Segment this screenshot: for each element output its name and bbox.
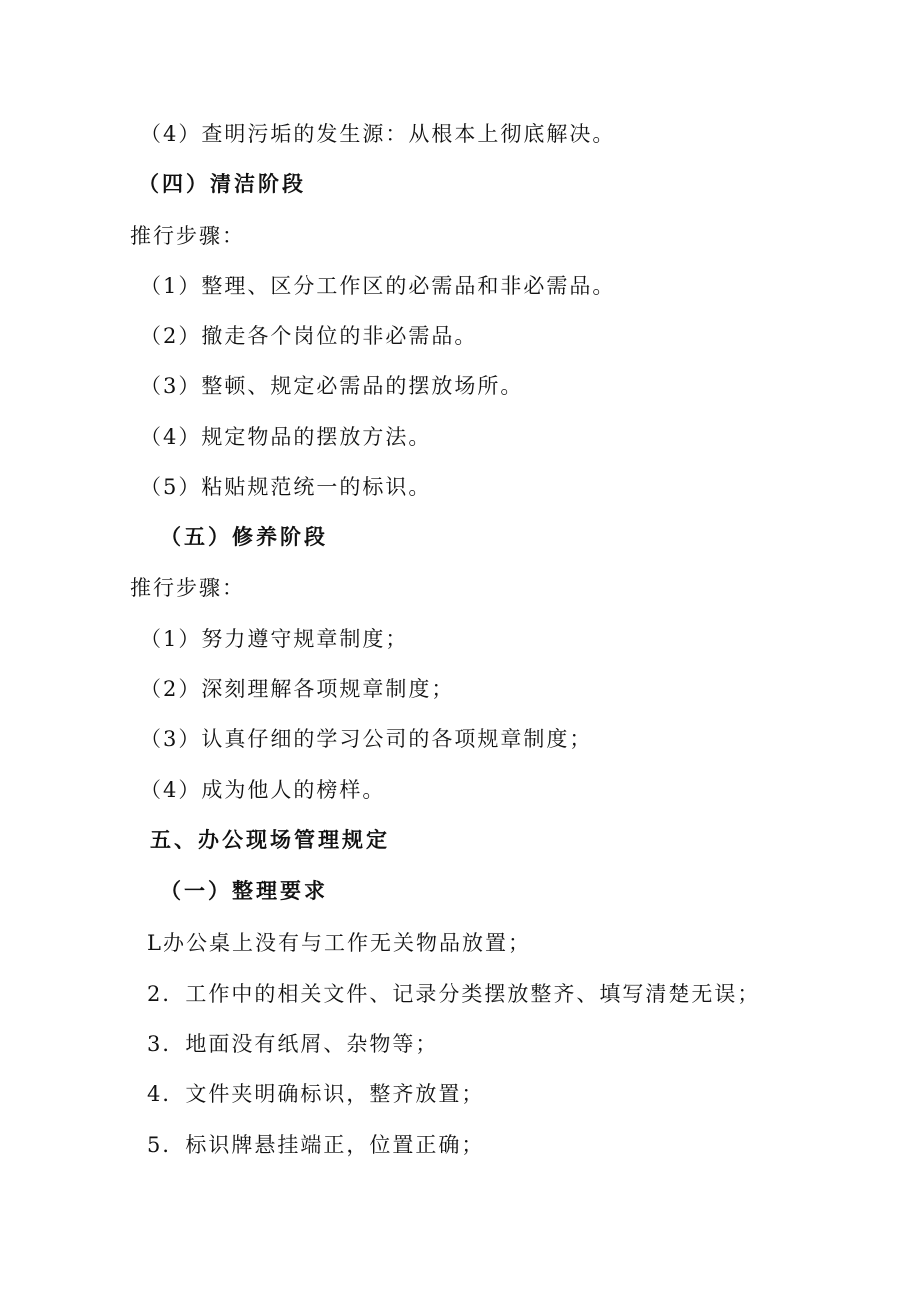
requirement-1: L办公桌上没有与工作无关物品放置； — [147, 931, 531, 955]
requirement-2: 2．工作中的相关文件、记录分类摆放整齐、填写清楚无误； — [147, 982, 761, 1006]
cultivation-step-1: （1）努力遵守规章制度； — [140, 627, 409, 651]
chapter-heading-office-management: 五、办公现场管理规定 — [150, 827, 390, 852]
requirement-3: 3．地面没有纸屑、杂物等； — [147, 1032, 439, 1056]
steps-label-2: 推行步骤： — [130, 576, 245, 600]
steps-label-1: 推行步骤： — [130, 224, 245, 248]
step-4-find-dirt-source: （4）查明污垢的发生源：从根本上彻底解决。 — [140, 122, 616, 146]
cultivation-step-3: （3）认真仔细的学习公司的各项规章制度； — [140, 727, 593, 751]
cultivation-step-2: （2）深刻理解各项规章制度； — [140, 677, 455, 701]
cultivation-step-4: （4）成为他人的榜样。 — [140, 778, 386, 802]
cleaning-step-2: （2）撤走各个岗位的非必需品。 — [140, 324, 478, 348]
requirement-4: 4．文件夹明确标识，整齐放置； — [147, 1082, 485, 1106]
requirement-5: 5．标识牌悬挂端正，位置正确； — [147, 1133, 485, 1157]
cleaning-step-1: （1）整理、区分工作区的必需品和非必需品。 — [140, 274, 616, 298]
cleaning-step-5: （5）粘贴规范统一的标识。 — [140, 475, 432, 499]
section-heading-cultivation-stage: （五）修养阶段 — [160, 524, 328, 549]
cleaning-step-4: （4）规定物品的摆放方法。 — [140, 425, 432, 449]
cleaning-step-3: （3）整顿、规定必需品的摆放场所。 — [140, 374, 524, 398]
section-heading-sorting-requirements: （一）整理要求 — [160, 878, 328, 903]
section-heading-cleaning-stage: （四）清洁阶段 — [138, 171, 306, 196]
